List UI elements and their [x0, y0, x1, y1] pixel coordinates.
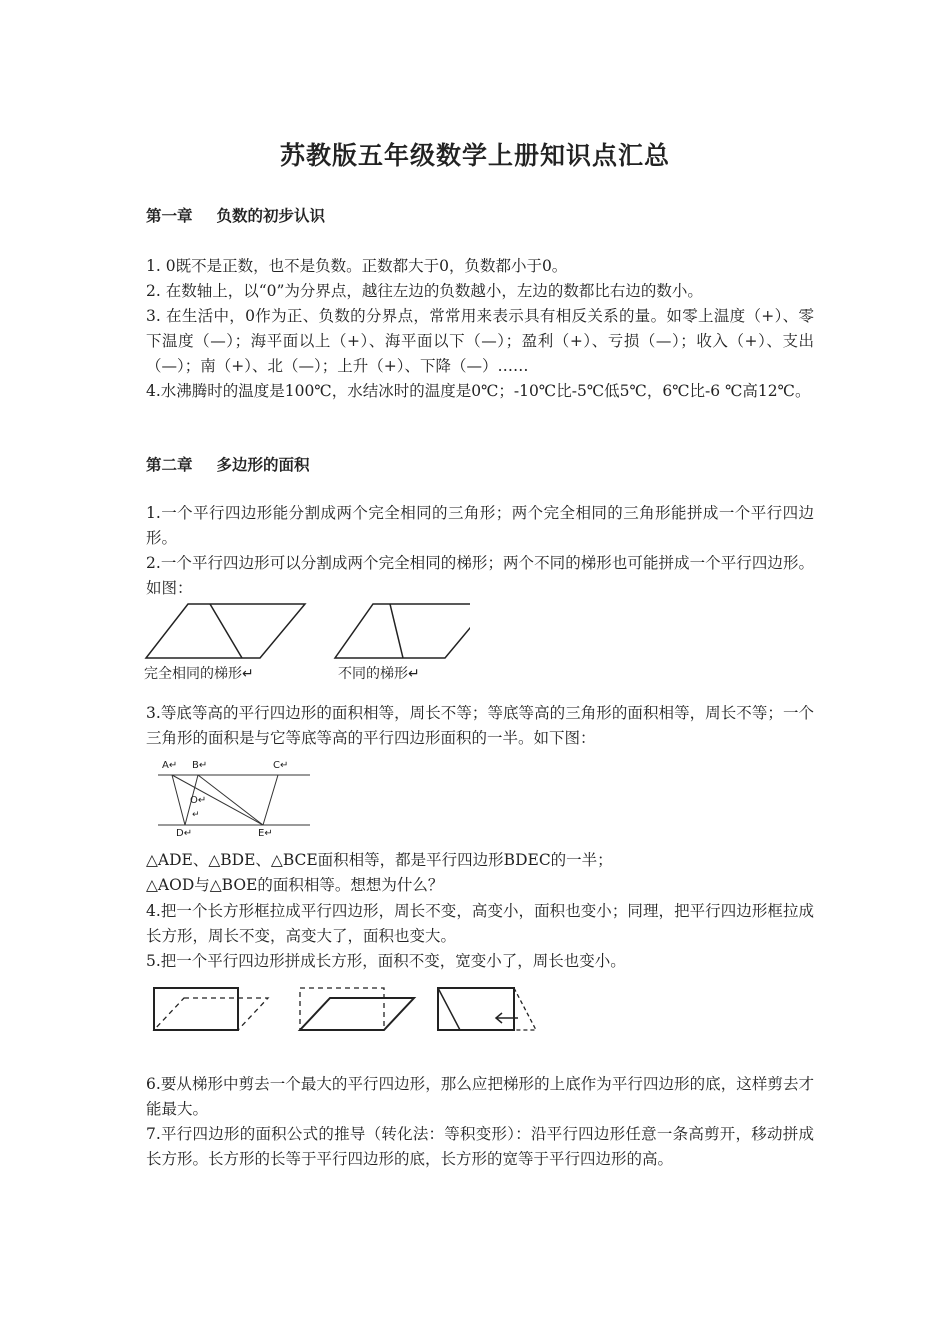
label-mark: ↵ — [192, 810, 200, 820]
trapezoid-figure — [140, 598, 470, 688]
fig1-dashed-parallelogram — [154, 998, 268, 1030]
label-E: E↵ — [258, 828, 273, 839]
fig1-rectangle — [154, 988, 238, 1030]
fig3-cut-line — [438, 988, 460, 1030]
fig2-parallelogram — [300, 998, 414, 1030]
cut-line-right — [390, 604, 403, 658]
ch2-item-6: 6.要从梯形中剪去一个最大的平行四边形，那么应把梯形的上底作为平行四边形的底，这样剪去才能最大。 — [146, 1075, 814, 1118]
rectangle-parallelogram-figure — [146, 980, 546, 1040]
ch1-item-1: 1. 0既不是正数，也不是负数。正数都大于0，负数都小于0。 — [146, 257, 568, 275]
ch2-item-7: 7.平行四边形的面积公式的推导（转化法：等积变形）：沿平行四边形任意一条高剪开，移动拼成长方形。长方形的长等于平行四边形的底，长方形的宽等于平行四边形的高。 — [146, 1125, 814, 1168]
ch2-item-5: 5.把一个平行四边形拼成长方形，面积不变，宽变小了，周长也变小。 — [146, 952, 626, 970]
parallelogram-right — [335, 604, 470, 658]
triangle-area-figure — [150, 755, 315, 840]
segment-BE — [198, 775, 263, 825]
chapter-2-heading — [146, 453, 310, 475]
segment-CE — [263, 775, 278, 825]
ch2-item-4: 4.把一个长方形框拉成平行四边形，周长不变，高变小，面积也变小；同理，把平行四边形框拉成长方形，周长不变，高变大了，面积也变大。 — [146, 902, 814, 945]
label-A: A↵ — [162, 760, 178, 771]
ch2-item-3: 3.等底等高的平行四边形的面积相等，周长不等；等底等高的三角形的面积相等，周长不等；一个三角形的面积是与它等底等高的平行四边形面积的一半。如下图： — [146, 704, 814, 747]
ch1-item-4: 4.水沸腾时的温度是100℃，水结冰时的温度是0℃；-10℃比-5℃低5℃，6℃比-6 ℃高12℃。 — [146, 382, 811, 400]
segment-AE — [172, 775, 263, 825]
ch2-note-1: △ADE、△BDE、△BCE面积相等，都是平行四边形BDEC的一半； — [146, 851, 613, 869]
caption-different-trapezoid: 不同的梯形↵ — [338, 666, 420, 682]
chapter-1-label: 第一章 — [146, 207, 193, 225]
label-O: O↵ — [190, 795, 207, 806]
label-B: B↵ — [192, 760, 208, 771]
label-D: D↵ — [176, 828, 193, 839]
page-title: 苏教版五年级数学上册知识点汇总 — [279, 141, 670, 170]
ch2-item-1: 1.一个平行四边形能分割成两个完全相同的三角形；两个完全相同的三角形能拼成一个平行四边形。 — [146, 504, 814, 547]
chapter-2-name: 多边形的面积 — [216, 456, 310, 474]
chapter-1-heading — [146, 204, 325, 226]
ch2-note-2: △AOD与△BOE的面积相等。想想为什么？ — [146, 876, 444, 894]
caption-same-trapezoid: 完全相同的梯形↵ — [144, 666, 254, 682]
label-C: C↵ — [273, 760, 289, 771]
chapter-1-name: 负数的初步认识 — [216, 207, 326, 225]
fig3-dashed-triangle — [514, 988, 536, 1030]
ch2-item-2: 2.一个平行四边形可以分割成两个完全相同的梯形；两个不同的梯形也可能拼成一个平行四边形。如图： — [146, 554, 814, 597]
chapter-2-label: 第二章 — [146, 456, 193, 474]
fig2-dashed-rectangle — [300, 988, 384, 1030]
ch1-item-3: 3. 在生活中，0作为正、负数的分界点，常常用来表示具有相反关系的量。如零上温度（+）、零下温度（—）；海平面以上（+）、海平面以下（—）；盈利（+）、亏损（—）；收入（+）、支出（—）；南（+）、北（—）；上升（+）、下降（—）…… — [146, 307, 814, 375]
ch1-item-2: 2. 在数轴上，以“0”为分界点，越往左边的负数越小，左边的数都比右边的数小。 — [146, 282, 703, 300]
segment-AD — [172, 775, 185, 825]
cut-line-left — [210, 604, 242, 658]
